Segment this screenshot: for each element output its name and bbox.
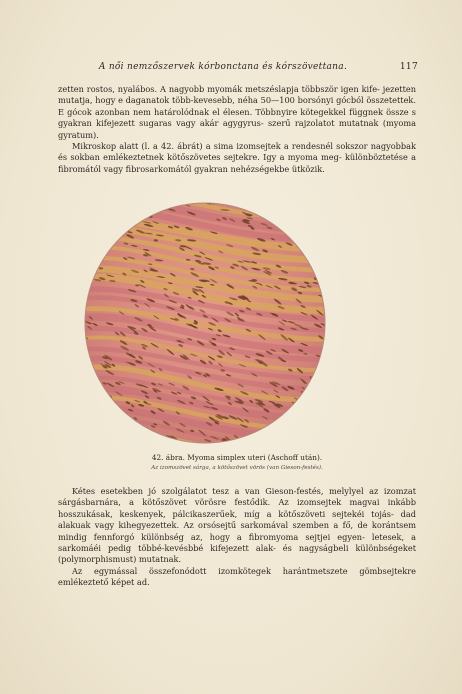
- paragraph: Mikroskop alatt (l. a 42. ábrát) a sima izomsejtek a rendesnél sokszor nagyobbak és sokban emlékeztetnek kötőszövetes sejtekre. Igy a myoma meg- különböztetése a fibromától vagy fibrosarkomától gyakran nehézségekbe ütközik.: [58, 141, 416, 174]
- figure-subcaption: Az izomszövet sárga, a kötőszövet vörös (van Gieson-festés).: [151, 465, 323, 471]
- micrograph-image: [82, 200, 328, 446]
- text-block-bottom: [58, 486, 416, 589]
- text-block-top: [58, 84, 416, 175]
- page-number: 117: [399, 62, 418, 72]
- paragraph: Kétes esetekben jó szolgálatot tesz a van Gieson-festés, melylyel az izomzat sárgásbarnára, a kötőszövet vörösre festődik. Az izomsejtek magvai inkább hosszukásak, keskenyek, pálcikaszerűek, míg a kötőszöveti sejtekéi tojás- dad alakuak vagy kihegyezettek. Az orsósejtű sarkomával szemben a fő, de korántsem mindig fennforgó különbség az, hogy a fibromyoma sejtjei egyen- letesek, a sarkomáéi pedig többé-kevésbbé kifejezett alak- és nagyságbeli különbségeket (polymorphismust) mutatnak.: [58, 486, 416, 565]
- figure-caption: 42. ábra. Myoma simplex uteri (Aschoff után).: [151, 453, 323, 462]
- micrograph-figure: [82, 200, 328, 446]
- running-title: A női nemzőszervek kórbonctana és kórszövettana.: [98, 62, 348, 72]
- running-header: [58, 62, 418, 72]
- paragraph: zetten rostos, nyalábos. A nagyobb myomák metszéslapja többször igen kife- jezetten mutatja, hogy e daganatok több-kevesebb, néha 50—100 borsónyi gócból összetettek. E gócok azonban nem határolódnak el élesen. Többnyire kötegekkel függnek össze s gyakran kifejezett sugaras vagy akár agygyrus- szerű rajzolatot mutatnak (myoma gyratum).: [58, 84, 416, 140]
- paragraph: Az egymással összefonódott izomkötegek harántmetszete gömbsejtekre emlékeztető képet ad.: [58, 565, 416, 588]
